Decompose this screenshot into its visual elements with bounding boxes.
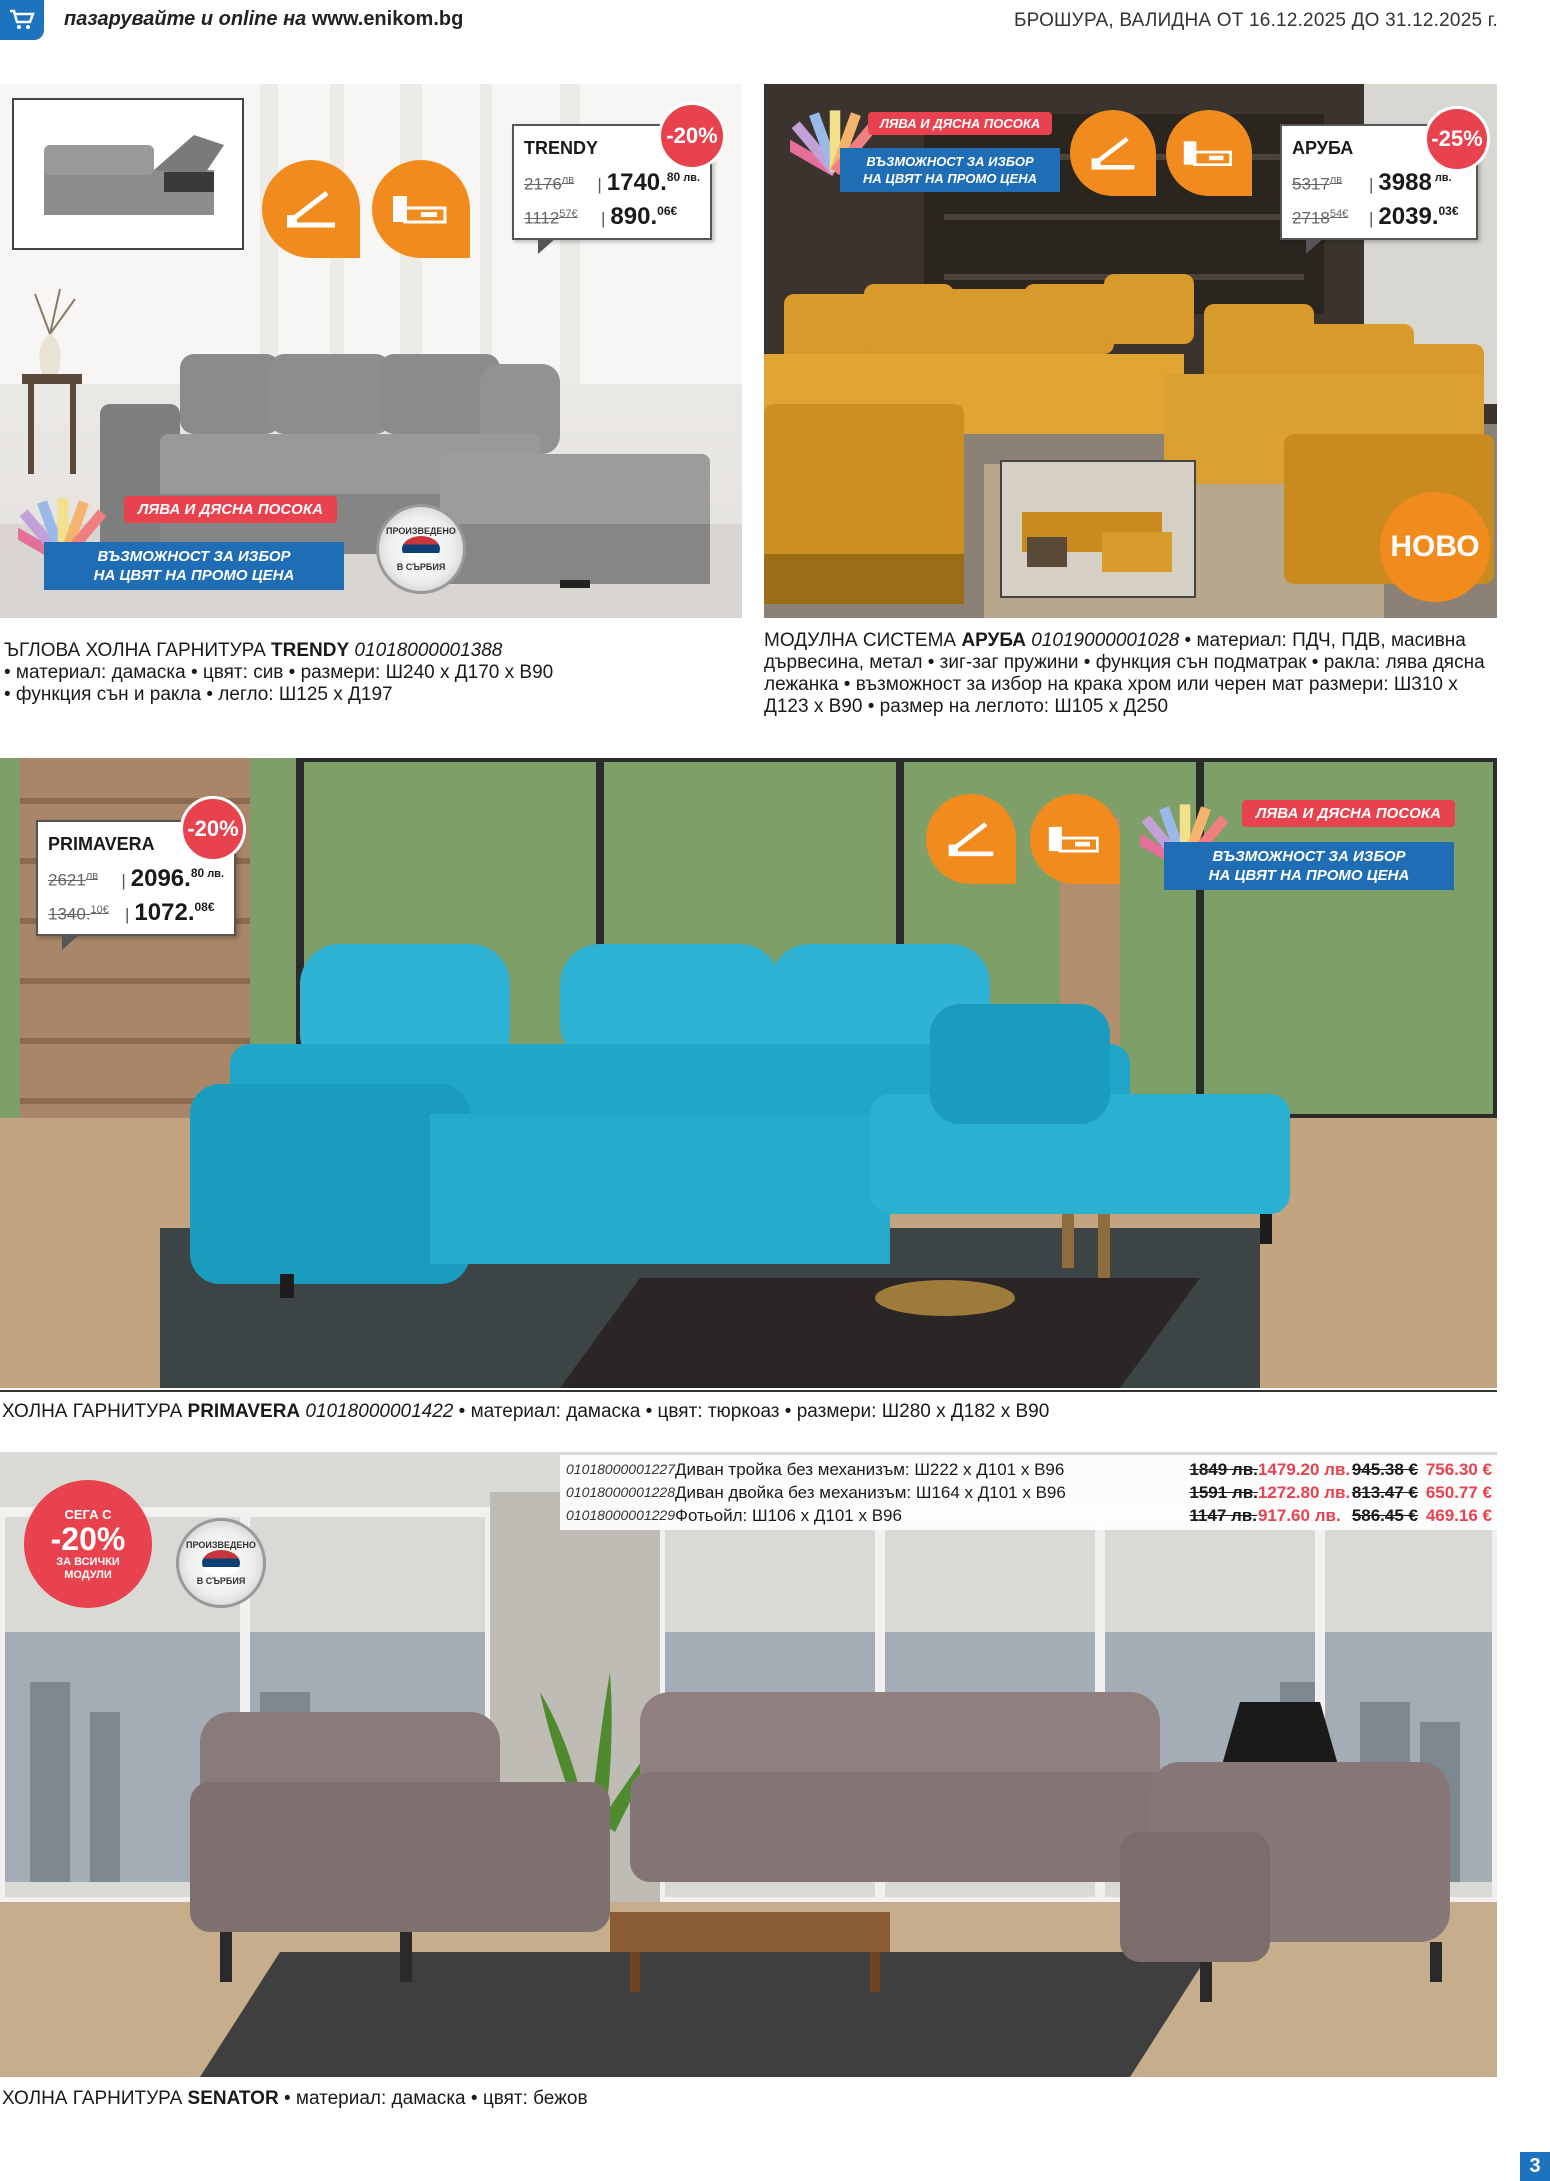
color-choice-ribbon: ВЪЗМОЖНОСТ ЗА ИЗБОР НА ЦВЯТ НА ПРОМО ЦЕНА [1164,842,1454,890]
aruba-tag-name: АРУБА [1292,138,1354,158]
aruba-discount-badge: -25% [1424,106,1490,172]
sofa-bed-icon [262,160,360,258]
senator-promo-badge: СЕГА С -20% ЗА ВСИЧКИ МОДУЛИ [24,1480,152,1608]
senator-caption: ХОЛНА ГАРНИТУРА SENATOR • материал: дамаска • цвят: бежов [2,2088,588,2109]
trendy-price-tag: TRENDY $2176^{лв}$ | 1740.80 $^{лв.}$ $1112^{57€}$ | 890.$^{06€}$ [512,124,712,240]
aruba-new-price-eur: 2039.$^{03€}$ [1378,203,1459,230]
color-choice-ribbon: ВЪЗМОЖНОСТ ЗА ИЗБОР НА ЦВЯТ НА ПРОМО ЦЕНА [44,542,344,590]
brochure-validity: БРОШУРА, ВАЛИДНА ОТ 16.12.2025 ДО 31.12.2025 г. [1013,10,1498,31]
trendy-tag-name: TRENDY [524,138,599,158]
new-product-badge: НОВО [1380,492,1490,602]
made-in-serbia-seal: ПРОИЗВЕДЕНО В СЪРБИЯ [176,1518,266,1608]
online-shop-banner[interactable] [64,8,463,31]
cart-icon[interactable] [0,0,44,40]
primavera-new-price-bgn: 2096.80 $^{лв.}$ [130,865,224,892]
left-right-direction-ribbon: ЛЯВА И ДЯСНА ПОСОКА [124,496,337,523]
section-divider [0,1390,1497,1392]
trendy-old-price-bgn: $2176^{лв}$ [524,174,575,194]
storage-box-icon [372,160,470,258]
color-choice-ribbon: ВЪЗМОЖНОСТ ЗА ИЗБОР НА ЦВЯТ НА ПРОМО ЦЕНА [840,148,1060,192]
trendy-old-price-eur: $1112^{57€}$ [524,208,578,228]
aruba-inset-image [1000,460,1196,598]
table-row: 01018000001228 Диван двойка без механизъм: Ш164 х Д101 х В96 1591 лв. 1272.80 лв. 813.47 € 650.77 € [566,1483,1492,1502]
primavera-price-tag: PRIMAVERA $2621^{лв}$ | 2096.80 $^{лв.}$ 1340.$^{10€}$ | 1072.$^{08€}$ [36,820,236,936]
made-in-serbia-seal: ПРОИЗВЕДЕНО В СЪРБИЯ [376,504,466,594]
aruba-old-price-bgn: $5317^{лв}$ [1292,174,1343,194]
trendy-new-price-eur: 890.$^{06€}$ [610,203,678,230]
primavera-sofa-image [190,944,1310,1324]
trendy-caption: ЪГЛОВА ХОЛНА ГАРНИТУРА TRENDY 01018000001388 • материал: дамаска • цвят: сив • размери: Ш240 х Д170 х В90 • функция сън и ракла • легло: Ш125 х Д197 [4,640,554,705]
senator-price-table [560,1455,1498,1530]
aruba-new-price-bgn: 3988 $^{лв.}$ [1378,169,1452,196]
table-row: 01018000001229 Фотьойл: Ш106 х Д101 х В96 1147 лв. 917.60 лв. 586.45 € 469.16 € [566,1506,1492,1525]
left-right-direction-ribbon: ЛЯВА И ДЯСНА ПОСОКА [868,112,1052,135]
primavera-old-price-eur: 1340.$^{10€}$ [48,904,109,924]
page-number: 3 [1520,2152,1550,2181]
online-shop-text: пазарувайте и online на [64,8,312,30]
trendy-discount-badge: -20% [658,102,726,170]
senator-sofa-image [190,1692,1490,2052]
trendy-new-price-bgn: 1740.80 $^{лв.}$ [606,169,700,196]
storage-box-icon [1030,794,1120,884]
aruba-price-tag: АРУБА $5317^{лв}$ | 3988 $^{лв.}$ $2718^{54€}$ | 2039.$^{03€}$ [1280,124,1478,240]
serbia-flag-icon [202,1550,240,1576]
storage-box-icon [1166,110,1252,196]
primavera-photo [0,758,1497,1388]
table-row: 01018000001227 Диван тройка без механизъм: Ш222 х Д101 х В96 1849 лв. 1479.20 лв. 945.38 € 756.30 € [566,1460,1492,1479]
sofa-bed-icon [926,794,1016,884]
trendy-inset-image [12,98,244,250]
trendy-photo [0,84,742,618]
primavera-new-price-eur: 1072.$^{08€}$ [134,899,215,926]
senator-photo [0,1452,1497,2077]
primavera-tag-name: PRIMAVERA [48,834,155,854]
serbia-flag-icon [402,536,440,562]
primavera-discount-badge: -20% [180,796,246,862]
sofa-bed-icon [1070,110,1156,196]
primavera-old-price-bgn: $2621^{лв}$ [48,870,99,890]
aruba-caption: МОДУЛНА СИСТЕМА АРУБА 01019000001028 • материал: ПДЧ, ПДВ, масивна дървесина, метал • зиг-заг пружини • функция сън подматрак • ракла: лява дясна лежанка • възможност за избор на крака хром или черен мат размери: Ш310 х Д123 х В90 • размер на леглото: Ш105 х Д250 [764,630,1485,717]
aruba-old-price-eur: $2718^{54€}$ [1292,208,1349,228]
primavera-caption: ХОЛНА ГАРНИТУРА PRIMAVERA 01018000001422 • материал: дамаска • цвят: тюркоаз • размери: Ш280 х Д182 х В90 [2,1401,1050,1422]
shop-url-link[interactable]: www.enikom.bg [311,8,464,30]
left-right-direction-ribbon: ЛЯВА И ДЯСНА ПОСОКА [1242,800,1455,827]
